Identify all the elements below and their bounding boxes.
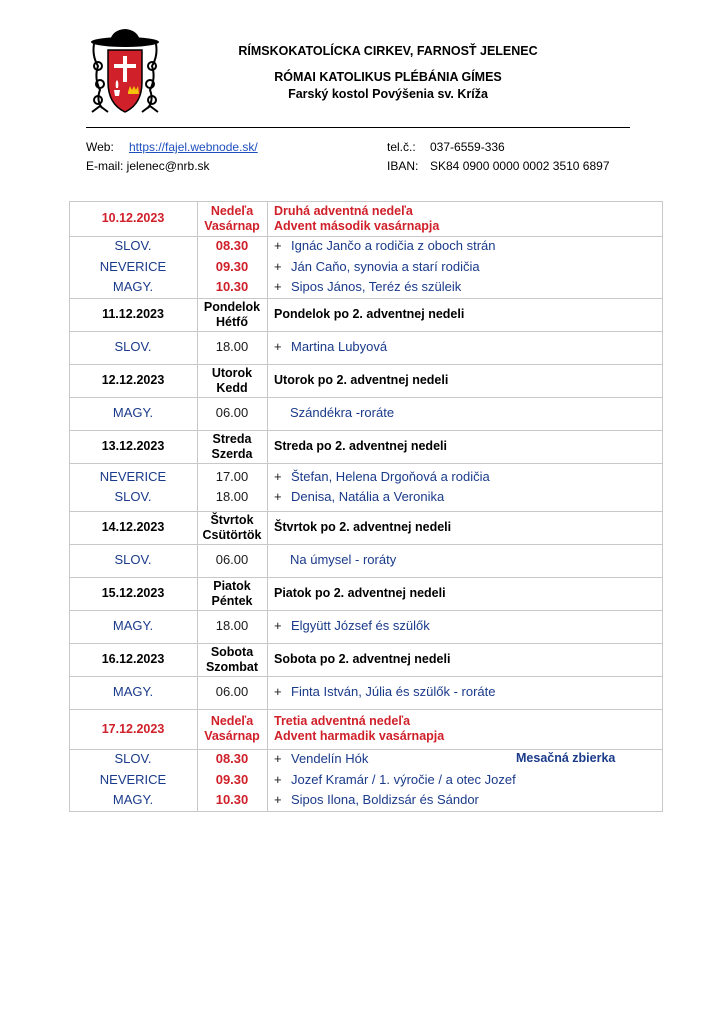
mass-place: SLOV. [114, 489, 152, 504]
mass-time: 06.00 [215, 405, 249, 421]
cross-icon: + [274, 339, 282, 355]
day-name-hu: Péntek [211, 593, 253, 608]
mass-schedule-table [69, 201, 663, 811]
parish-name-sk: RÍMSKOKATOLÍCKA CIRKEV, FARNOSŤ JELENEC [238, 44, 538, 58]
mass-place: NEVERICE [99, 468, 167, 484]
mass-intention: Sipos Ilona, Boldizsár és Sándor [291, 792, 479, 808]
mass-place: MAGY. [112, 792, 154, 808]
mass-place: MAGY. [112, 684, 154, 700]
mass-intention: Sipos János, Teréz és szüleik [291, 279, 462, 295]
mass-intention: Na úmysel - roráty [290, 552, 397, 568]
cross-icon: + [274, 238, 282, 254]
day-name-hu: Szerda [211, 446, 253, 461]
mass-place: SLOV. [114, 552, 152, 568]
mass-time: 18.00 [215, 618, 249, 634]
mass-time: 09.30 [215, 771, 249, 787]
header-divider [86, 127, 630, 128]
mass-place: MAGY. [112, 405, 154, 421]
day-date: 10.12.2023 [101, 211, 165, 225]
day-date: 11.12.2023 [102, 307, 164, 321]
day-title: Tretia adventná nedeľa [274, 714, 411, 728]
mass-place: MAGY. [112, 279, 154, 295]
cross-icon: + [274, 618, 282, 634]
mass-place: SLOV. [114, 238, 152, 254]
mass-intention: Ignác Jančo a rodičia z oboch strán [291, 238, 496, 254]
church-name: Farský kostol Povýšenia sv. Kríža [288, 87, 488, 101]
mass-place: MAGY. [112, 618, 154, 634]
mass-intention: Szándékra -roráte [290, 405, 395, 421]
day-title: Utorok po 2. adventnej nedeli [274, 373, 449, 387]
email-address: E-mail: jelenec@nrb.sk [86, 159, 210, 173]
cross-icon: + [274, 258, 282, 274]
mass-place: NEVERICE [99, 771, 167, 787]
website-link[interactable]: https://fajel.webnode.sk/ [129, 140, 258, 154]
day-name-hu: Vasárnap [204, 218, 260, 233]
cross-icon: + [274, 771, 282, 787]
day-title-hu: Advent második vasárnapja [274, 218, 440, 233]
mass-intention: Štefan, Helena Drgoňová a rodičia [291, 468, 490, 484]
tel-value: 037-6559-336 [430, 140, 505, 154]
mass-time: 10.30 [215, 792, 249, 808]
mass-intention: Elgyütt József és szülők [291, 618, 430, 634]
iban-value: SK84 0900 0000 0002 3510 6897 [430, 159, 610, 173]
mass-intention: Finta István, Júlia és szülők - roráte [291, 684, 496, 700]
day-name-hu: Csütörtök [202, 527, 262, 542]
day-name-sk: Piatok [213, 578, 251, 593]
mass-time: 06.00 [215, 552, 249, 568]
parish-name-hu: RÓMAI KATOLIKUS PLÉBÁNIA GÍMES [274, 70, 502, 84]
tel-label: tel.č.: [387, 140, 416, 154]
mass-intention: Jozef Kramár / 1. výročie / a otec Jozef [291, 771, 516, 787]
cross-icon: + [274, 489, 282, 504]
day-name-hu: Kedd [216, 380, 248, 395]
mass-intention: Denisa, Natália a Veronika [291, 489, 445, 504]
day-name-hu: Szombat [205, 659, 259, 674]
day-name-sk: Pondelok [203, 299, 261, 314]
mass-place: NEVERICE [99, 258, 167, 274]
day-name-sk: Nedeľa [210, 203, 254, 218]
day-name-sk: Nedeľa [210, 714, 254, 728]
mass-time: 08.30 [215, 751, 249, 767]
mass-time: 06.00 [215, 684, 249, 700]
day-date: 14.12.2023 [101, 520, 165, 534]
mass-time: 10.30 [215, 279, 249, 295]
day-title: Druhá adventná nedeľa [274, 203, 413, 218]
day-title: Streda po 2. adventnej nedeli [274, 439, 447, 453]
day-date: 16.12.2023 [101, 652, 165, 666]
mass-time: 18.00 [215, 489, 249, 504]
day-date: 15.12.2023 [101, 586, 165, 600]
day-name-sk: Utorok [211, 365, 253, 380]
day-name-hu: Vasárnap [204, 729, 260, 743]
cross-icon: + [274, 684, 282, 700]
mass-intention: Martina Lubyová [291, 339, 388, 355]
day-title: Piatok po 2. adventnej nedeli [274, 586, 446, 600]
day-title: Sobota po 2. adventnej nedeli [274, 652, 451, 666]
cross-icon: + [274, 279, 282, 295]
parish-crest-icon [86, 26, 164, 118]
day-name-sk: Streda [212, 431, 252, 446]
day-name-sk: Štvrtok [210, 512, 254, 527]
monthly-collection-note: Mesačná zbierka [516, 751, 616, 766]
cross-icon: + [274, 792, 282, 808]
day-name-hu: Hétfő [216, 314, 248, 329]
cross-icon: + [274, 468, 282, 484]
iban-label: IBAN: [387, 159, 419, 173]
day-title: Štvrtok po 2. adventnej nedeli [274, 520, 452, 534]
day-title: Pondelok po 2. adventnej nedeli [274, 307, 465, 321]
day-date: 12.12.2023 [101, 373, 165, 387]
day-title-hu: Advent harmadik vasárnapja [274, 729, 445, 743]
mass-time: 18.00 [215, 339, 249, 355]
web-label: Web: [86, 140, 114, 154]
day-date: 17.12.2023 [101, 721, 165, 736]
mass-intention: Vendelín Hók [291, 751, 369, 767]
day-name-sk: Sobota [210, 644, 254, 659]
mass-place: SLOV. [114, 751, 152, 767]
cross-icon: + [274, 751, 282, 767]
mass-time: 17.00 [215, 468, 249, 484]
day-date: 13.12.2023 [101, 439, 165, 453]
mass-intention: Ján Caňo, synovia a starí rodičia [291, 258, 480, 274]
mass-time: 08.30 [215, 238, 249, 254]
mass-time: 09.30 [215, 258, 249, 274]
mass-place: SLOV. [114, 339, 152, 355]
